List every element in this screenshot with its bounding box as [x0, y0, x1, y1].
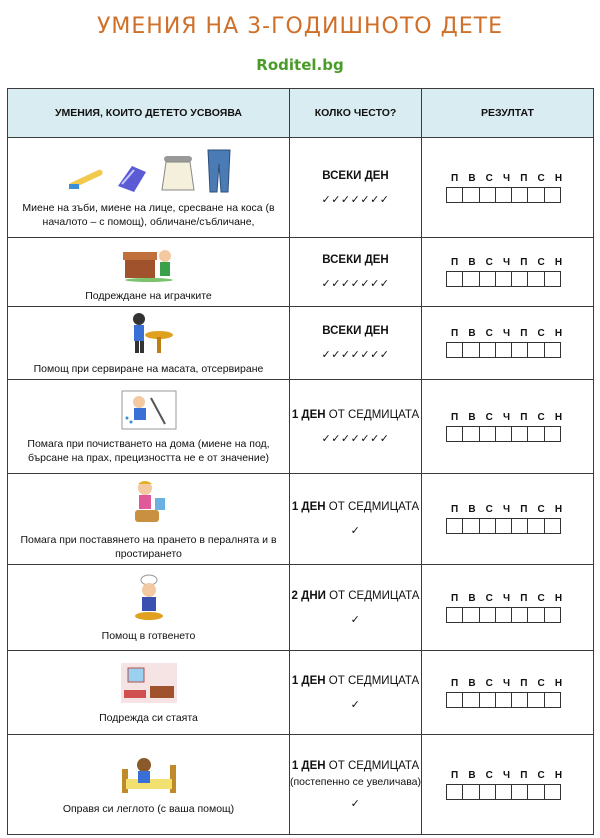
laundry-icon: [129, 478, 169, 530]
day-checkbox[interactable]: [544, 426, 561, 442]
day-checkbox[interactable]: [511, 692, 528, 708]
bed-making-icon: [120, 755, 178, 799]
weekday-label: Ч: [503, 257, 511, 268]
weekday-label: С: [485, 677, 493, 689]
skill-cell: [8, 565, 290, 651]
skill-illustration: [12, 148, 285, 198]
day-checkbox[interactable]: [544, 518, 561, 534]
day-checkbox[interactable]: [462, 784, 479, 800]
weekday-label: Н: [554, 411, 563, 423]
day-checkbox[interactable]: [462, 426, 479, 442]
weekday-label: С: [537, 677, 545, 689]
weekday-label: П: [451, 677, 459, 689]
header-skills: УМЕНИЯ, КОИТО ДЕТЕТО УСВОЯВА: [8, 89, 290, 138]
day-checkbox[interactable]: [479, 784, 496, 800]
weekday-label: Ч: [503, 769, 511, 781]
weekday-label: Ч: [503, 504, 511, 515]
weekday-label: Ч: [503, 328, 511, 339]
weekday-label: Ч: [503, 677, 511, 689]
weekday-label: С: [537, 411, 545, 423]
skill-text: Подреждане на играчките: [85, 290, 212, 302]
result-cell: [422, 735, 594, 835]
skill-illustration: [12, 390, 285, 434]
weekday-label: В: [468, 592, 476, 604]
site-name: Roditel.bg: [256, 56, 344, 74]
skill-cell: [8, 307, 290, 380]
skill-cell: [8, 380, 290, 474]
day-checkbox[interactable]: [462, 607, 479, 623]
frequency-cell: [290, 380, 422, 474]
checkmarks: ✓: [350, 524, 361, 537]
frequency-cell: [290, 238, 422, 307]
table-row: [8, 651, 594, 735]
day-checkbox[interactable]: [544, 187, 561, 203]
day-checkbox[interactable]: [527, 342, 544, 358]
frequency-bold: 1 ДЕН: [291, 759, 326, 772]
weekday-boxes: [446, 692, 593, 708]
skill-text: Миене на зъби, миене на лице, сресване на коса (в началото – с помощ), обличане/събличане,: [22, 201, 275, 228]
day-checkbox[interactable]: [511, 342, 528, 358]
weekday-labels: [446, 770, 593, 781]
skill-cell: [8, 238, 290, 307]
weekday-label: С: [537, 504, 545, 515]
weekday-label: П: [451, 504, 459, 515]
frequency-bold: ВСЕКИ ДЕН: [322, 325, 389, 337]
weekday-labels: [446, 504, 593, 515]
skill-text: Оправя си леглото (с ваша помощ): [62, 802, 235, 815]
day-checkbox[interactable]: [544, 271, 561, 287]
skill-text: Помага при почистването на дома (миене на под, бърсане на прах, прецизността не е от значение): [27, 437, 270, 464]
day-checkbox[interactable]: [527, 271, 544, 287]
checkmarks: ✓✓✓✓✓✓✓: [321, 348, 390, 361]
weekday-label: С: [537, 769, 545, 781]
frequency-bold: 1 ДЕН: [291, 674, 326, 687]
cooking-icon: [129, 574, 169, 626]
day-checkbox[interactable]: [446, 426, 463, 442]
checkmarks: ✓: [350, 796, 361, 810]
weekday-label: Н: [554, 677, 563, 689]
soap-icon: [114, 162, 150, 198]
day-checkbox[interactable]: [511, 607, 528, 623]
weekday-boxes: [446, 518, 593, 534]
day-checkbox[interactable]: [544, 607, 561, 623]
result-cell: [422, 238, 594, 307]
weekday-label: П: [520, 257, 528, 268]
result-cell: [422, 565, 594, 651]
jeans-icon: [206, 148, 232, 198]
frequency-cell: [290, 735, 422, 835]
skill-illustration: [12, 574, 285, 626]
day-checkbox[interactable]: [544, 342, 561, 358]
weekday-label: П: [451, 328, 459, 339]
result-cell: [422, 380, 594, 474]
day-checkbox[interactable]: [479, 342, 496, 358]
weekday-label: П: [451, 769, 459, 781]
day-checkbox[interactable]: [495, 784, 512, 800]
day-checkbox[interactable]: [511, 187, 528, 203]
day-checkbox[interactable]: [527, 607, 544, 623]
day-checkbox[interactable]: [511, 518, 528, 534]
weekday-label: Ч: [503, 411, 511, 423]
weekday-label: П: [520, 592, 528, 604]
weekday-label: П: [451, 411, 459, 423]
weekday-label: Н: [554, 592, 563, 604]
weekday-label: С: [485, 172, 493, 184]
weekday-label: С: [537, 592, 545, 604]
weekday-label: В: [468, 677, 476, 689]
day-checkbox[interactable]: [495, 692, 512, 708]
result-cell: [422, 138, 594, 238]
day-checkbox[interactable]: [479, 607, 496, 623]
frequency-cell: [290, 307, 422, 380]
weekday-label: П: [520, 677, 528, 689]
day-checkbox[interactable]: [527, 692, 544, 708]
frequency-rest: ОТ СЕДМИЦАТА: [325, 501, 420, 513]
weekday-label: Н: [554, 172, 563, 184]
table-header-row: [8, 89, 594, 138]
day-checkbox[interactable]: [495, 607, 512, 623]
result-cell: [422, 474, 594, 565]
weekday-label: В: [468, 328, 476, 339]
weekday-label: С: [537, 257, 545, 268]
result-cell: [422, 307, 594, 380]
day-checkbox[interactable]: [511, 271, 528, 287]
day-checkbox[interactable]: [544, 692, 561, 708]
day-checkbox[interactable]: [495, 187, 512, 203]
skill-illustration: [12, 755, 285, 799]
day-checkbox[interactable]: [446, 784, 463, 800]
weekday-label: Н: [554, 504, 563, 515]
weekday-labels: [446, 173, 593, 184]
weekday-boxes: [446, 607, 593, 623]
checkmarks: ✓✓✓✓✓✓✓: [321, 431, 390, 445]
day-checkbox[interactable]: [446, 518, 463, 534]
weekday-boxes: [446, 426, 593, 442]
skill-cell: [8, 474, 290, 565]
day-checkbox[interactable]: [495, 426, 512, 442]
checkmarks: ✓: [350, 697, 361, 711]
weekday-labels: [446, 412, 593, 423]
frequency-rest: ОТ СЕДМИЦАТА: [325, 408, 420, 421]
skill-text: Подрежда си стаята: [99, 711, 198, 724]
checkmarks: ✓✓✓✓✓✓✓: [321, 277, 390, 290]
frequency-cell: [290, 474, 422, 565]
day-checkbox[interactable]: [495, 342, 512, 358]
weekday-label: С: [485, 592, 493, 604]
day-checkbox[interactable]: [479, 187, 496, 203]
table-row: [8, 474, 594, 565]
day-checkbox[interactable]: [462, 518, 479, 534]
day-checkbox[interactable]: [511, 426, 528, 442]
table-setting-icon: [125, 311, 173, 359]
skill-illustration: [12, 311, 285, 359]
frequency-note: (постепенно се увеличава): [290, 775, 421, 788]
frequency-bold: 2 ДНИ: [291, 589, 326, 602]
skill-text: Помощ в готвенето: [101, 629, 196, 642]
frequency-bold: ВСЕКИ ДЕН: [322, 169, 389, 182]
day-checkbox[interactable]: [511, 784, 528, 800]
header-frequency: КОЛКО ЧЕСТО?: [290, 89, 422, 138]
weekday-boxes: [446, 342, 593, 358]
skill-cell: [8, 735, 290, 835]
skills-table: [7, 88, 594, 835]
day-checkbox[interactable]: [527, 187, 544, 203]
skill-cell: [8, 138, 290, 238]
checkmarks: ✓✓✓✓✓✓✓: [321, 192, 390, 206]
day-checkbox[interactable]: [479, 426, 496, 442]
weekday-labels: [446, 257, 593, 268]
day-checkbox[interactable]: [495, 518, 512, 534]
frequency-rest: ОТ СЕДМИЦАТА: [325, 759, 420, 772]
frequency-bold: 1 ДЕН: [291, 408, 326, 421]
weekday-labels: [446, 328, 593, 339]
result-cell: [422, 651, 594, 735]
table-row: [8, 380, 594, 474]
weekday-label: П: [520, 328, 528, 339]
weekday-labels: [446, 678, 593, 689]
day-checkbox[interactable]: [446, 187, 463, 203]
weekday-label: С: [485, 257, 493, 268]
mopping-icon: [121, 390, 177, 434]
weekday-label: Н: [554, 769, 563, 781]
day-checkbox[interactable]: [446, 692, 463, 708]
skill-illustration: [12, 242, 285, 286]
frequency-cell: [290, 138, 422, 238]
frequency-bold: ВСЕКИ ДЕН: [322, 254, 389, 266]
weekday-boxes: [446, 784, 593, 800]
toothbrush-icon: [66, 164, 106, 198]
frequency-rest: ОТ СЕДМИЦАТА: [325, 674, 420, 687]
weekday-boxes: [446, 271, 593, 287]
weekday-label: П: [451, 257, 459, 268]
towel-icon: [158, 154, 198, 198]
bedroom-icon: [120, 662, 178, 708]
weekday-label: П: [451, 592, 459, 604]
day-checkbox[interactable]: [446, 342, 463, 358]
table-row: [8, 307, 594, 380]
day-checkbox[interactable]: [479, 518, 496, 534]
weekday-label: Ч: [503, 172, 511, 184]
day-checkbox[interactable]: [527, 426, 544, 442]
weekday-label: С: [485, 504, 493, 515]
skill-cell: [8, 651, 290, 735]
weekday-label: В: [468, 411, 476, 423]
weekday-boxes: [446, 187, 593, 203]
day-checkbox[interactable]: [479, 271, 496, 287]
skill-illustration: [12, 478, 285, 530]
weekday-label: В: [468, 257, 476, 268]
weekday-label: П: [520, 769, 528, 781]
day-checkbox[interactable]: [462, 271, 479, 287]
weekday-label: В: [468, 769, 476, 781]
weekday-label: П: [520, 411, 528, 423]
weekday-label: Н: [554, 328, 563, 339]
table-row: [8, 735, 594, 835]
day-checkbox[interactable]: [462, 342, 479, 358]
frequency-cell: [290, 651, 422, 735]
day-checkbox[interactable]: [527, 784, 544, 800]
table-row: [8, 565, 594, 651]
weekday-label: С: [537, 172, 545, 184]
weekday-label: С: [485, 769, 493, 781]
checkmarks: ✓: [350, 612, 361, 626]
weekday-label: Н: [554, 257, 563, 268]
weekday-label: В: [468, 172, 476, 184]
day-checkbox[interactable]: [462, 692, 479, 708]
skill-illustration: [12, 662, 285, 708]
frequency-cell: [290, 565, 422, 651]
table-row: [8, 238, 594, 307]
day-checkbox[interactable]: [446, 271, 463, 287]
weekday-label: В: [468, 504, 476, 515]
weekday-labels: [446, 593, 593, 604]
weekday-label: Ч: [503, 592, 511, 604]
toy-box-icon: [121, 242, 177, 286]
skill-text: Помага при поставянето на прането в пералнята и в простирането: [20, 534, 277, 560]
day-checkbox[interactable]: [527, 518, 544, 534]
day-checkbox[interactable]: [446, 607, 463, 623]
page-title: УМЕНИЯ НА 3-ГОДИШНОТО ДЕТЕ: [96, 14, 504, 39]
weekday-label: П: [520, 172, 528, 184]
weekday-label: С: [537, 328, 545, 339]
day-checkbox[interactable]: [544, 784, 561, 800]
table-row: [8, 138, 594, 238]
header-result: РЕЗУЛТАТ: [422, 89, 594, 138]
weekday-label: П: [520, 504, 528, 515]
skill-text: Помощ при сервиране на масата, отсервиране: [33, 363, 264, 375]
day-checkbox[interactable]: [495, 271, 512, 287]
frequency-bold: 1 ДЕН: [291, 501, 326, 513]
day-checkbox[interactable]: [462, 187, 479, 203]
weekday-label: С: [485, 328, 493, 339]
weekday-label: П: [451, 172, 459, 184]
day-checkbox[interactable]: [479, 692, 496, 708]
frequency-rest: ОТ СЕДМИЦАТА: [325, 589, 420, 602]
weekday-label: С: [485, 411, 493, 423]
